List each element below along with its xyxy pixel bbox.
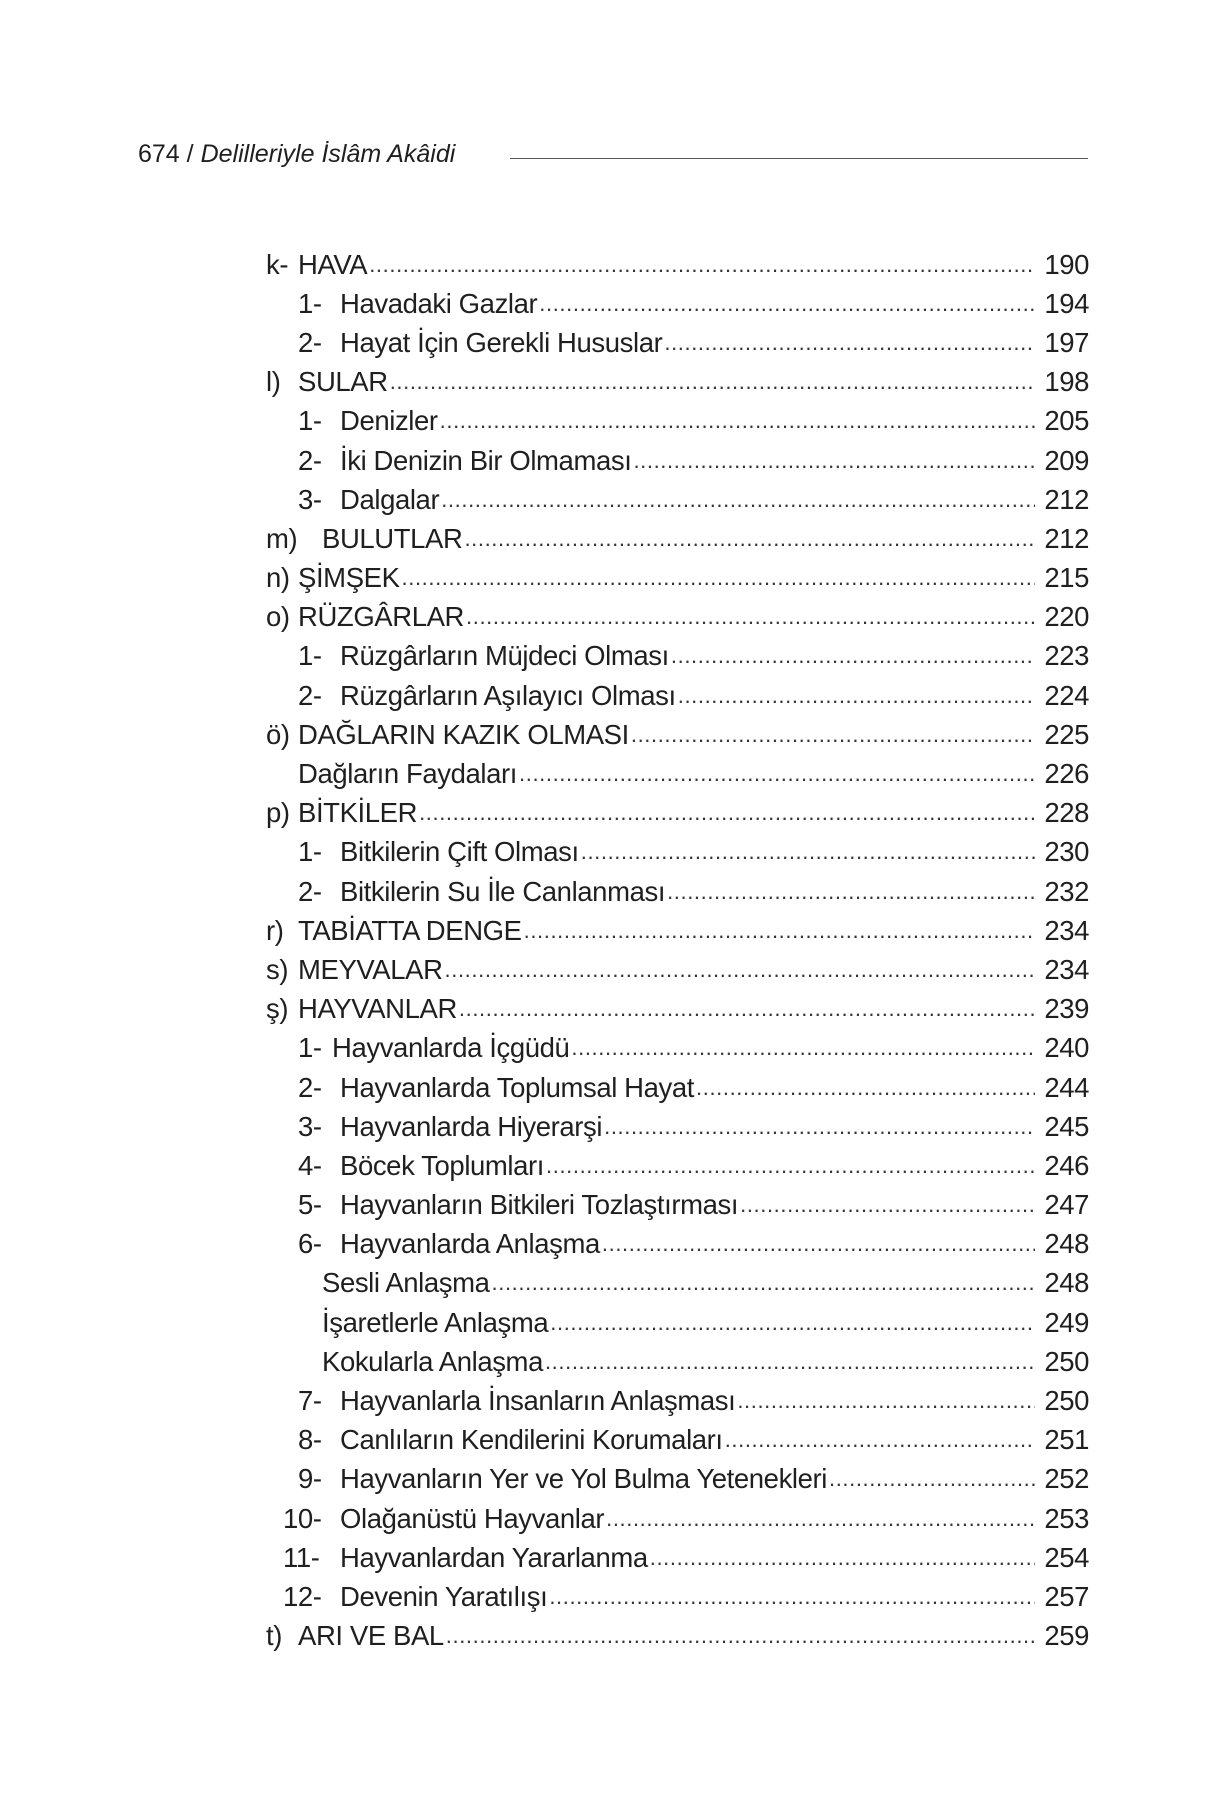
toc-leader-dots <box>544 1153 1035 1179</box>
toc-entry <box>266 323 1089 362</box>
toc-entry <box>266 637 1089 676</box>
toc-leader-dots <box>439 487 1035 513</box>
toc-leader-dots <box>569 1035 1035 1061</box>
toc-entry-title: Kokularla Anlaşma <box>322 1345 543 1377</box>
toc-entry-marker: 2- <box>298 444 322 476</box>
toc-leader-dots <box>490 1270 1035 1296</box>
toc-entry-page: 215 <box>1044 562 1089 594</box>
toc-leader-dots <box>367 252 1035 278</box>
toc-entry-marker: 8- <box>298 1424 322 1456</box>
toc-entry <box>266 1499 1089 1538</box>
toc-entry <box>266 245 1089 284</box>
toc-entry-page: 250 <box>1044 1385 1089 1417</box>
toc-entry-page: 240 <box>1044 1032 1089 1064</box>
toc-entry-marker: n) <box>266 562 290 594</box>
toc-leader-dots <box>604 1506 1035 1532</box>
toc-leader-dots <box>735 1388 1035 1414</box>
toc-leader-dots <box>517 761 1035 787</box>
toc-entry <box>266 1146 1089 1185</box>
header-book-title: Delilleriyle İslâm Akâidi <box>200 140 456 168</box>
toc-entry-page: 249 <box>1044 1306 1089 1338</box>
header-rule <box>510 158 1088 159</box>
toc-entry <box>266 480 1089 519</box>
toc-entry-marker: t) <box>266 1620 282 1652</box>
running-header <box>138 134 1088 174</box>
toc-entry <box>266 715 1089 754</box>
toc-entry <box>266 1068 1089 1107</box>
toc-entry-page: 226 <box>1044 758 1089 790</box>
toc-entry-marker: ö) <box>266 718 290 750</box>
toc-leader-dots <box>547 1584 1035 1610</box>
toc-entry <box>266 1029 1089 1068</box>
toc-entry-page: 197 <box>1044 326 1089 358</box>
toc-entry-title: Devenin Yaratılışı <box>340 1580 548 1612</box>
toc-entry-title: RÜZGÂRLAR <box>298 601 465 633</box>
toc-entry-page: 244 <box>1044 1071 1089 1103</box>
toc-entry-marker: 11- <box>283 1541 320 1573</box>
toc-leader-dots <box>676 683 1035 709</box>
toc-entry <box>266 911 1089 950</box>
toc-entry-title: Hayvanlardan Yararlanma <box>340 1541 648 1573</box>
toc-entry <box>266 754 1089 793</box>
toc-leader-dots <box>444 1623 1035 1649</box>
toc-entry <box>266 1186 1089 1225</box>
toc-entry <box>266 284 1089 323</box>
toc-leader-dots <box>669 643 1035 669</box>
toc-entry <box>266 1107 1089 1146</box>
toc-entry-page: 223 <box>1044 640 1089 672</box>
toc-entry-marker: o) <box>266 601 290 633</box>
toc-leader-dots <box>665 879 1035 905</box>
toc-entry-title: TABİATTA DENGE <box>298 914 522 946</box>
toc-entry-marker: 10- <box>283 1502 322 1534</box>
toc-entry-marker: l) <box>266 366 281 398</box>
toc-entry-title: Dağların Faydaları <box>298 758 518 790</box>
toc-leader-dots <box>417 800 1035 826</box>
toc-entry <box>266 833 1089 872</box>
toc-leader-dots <box>738 1192 1035 1218</box>
toc-entry-page: 209 <box>1044 444 1089 476</box>
toc-entry <box>266 441 1089 480</box>
toc-entry-page: 259 <box>1044 1620 1089 1652</box>
toc-entry-title: Hayvanlarda Hiyerarşi <box>340 1110 603 1142</box>
toc-entry-page: 245 <box>1044 1110 1089 1142</box>
toc-entry <box>266 794 1089 833</box>
toc-entry-title: Bitkilerin Su İle Canlanması <box>340 875 666 907</box>
toc-leader-dots <box>629 722 1035 748</box>
toc-leader-dots <box>579 839 1035 865</box>
toc-entry-marker: m) <box>266 522 298 554</box>
toc-entry <box>266 402 1089 441</box>
toc-entry-marker: 2- <box>298 679 322 711</box>
toc-entry-marker: s) <box>266 953 289 985</box>
toc-entry <box>266 1460 1089 1499</box>
toc-entry-title: Denizler <box>340 405 438 437</box>
toc-entry-page: 247 <box>1044 1189 1089 1221</box>
toc-entry-title: Havadaki Gazlar <box>340 287 538 319</box>
toc-leader-dots <box>537 291 1035 317</box>
toc-leader-dots <box>443 957 1035 983</box>
toc-entry-title: Hayvanların Yer ve Yol Bulma Yetenekleri <box>340 1463 827 1495</box>
toc-leader-dots <box>600 1231 1035 1257</box>
toc-entry <box>266 598 1089 637</box>
table-of-contents <box>266 245 1089 1656</box>
toc-entry <box>266 1577 1089 1616</box>
toc-entry-title: Hayvanlarda Anlaşma <box>340 1228 600 1260</box>
toc-entry-title: ŞİMŞEK <box>298 562 400 594</box>
toc-entry-page: 254 <box>1044 1541 1089 1573</box>
toc-entry-title: HAVA <box>298 248 368 280</box>
toc-entry-page: 257 <box>1044 1580 1089 1612</box>
toc-entry-page: 234 <box>1044 914 1089 946</box>
toc-entry-marker: ş) <box>266 993 289 1025</box>
toc-entry-page: 252 <box>1044 1463 1089 1495</box>
toc-entry-page: 198 <box>1044 366 1089 398</box>
toc-entry-page: 220 <box>1044 601 1089 633</box>
toc-leader-dots <box>827 1466 1035 1492</box>
toc-entry <box>266 1303 1089 1342</box>
toc-entry-page: 248 <box>1044 1267 1089 1299</box>
toc-entry-title: Böcek Toplumları <box>340 1149 545 1181</box>
toc-entry-page: 225 <box>1044 718 1089 750</box>
toc-entry-page: 232 <box>1044 875 1089 907</box>
toc-entry <box>266 1538 1089 1577</box>
toc-entry-title: Hayvanlarda Toplumsal Hayat <box>340 1071 695 1103</box>
toc-entry <box>266 990 1089 1029</box>
toc-entry-marker: 1- <box>298 1032 322 1064</box>
toc-entry-page: 250 <box>1044 1345 1089 1377</box>
toc-leader-dots <box>522 918 1035 944</box>
toc-entry-title: Rüzgârların Aşılayıcı Olması <box>340 679 676 711</box>
toc-entry-page: 228 <box>1044 797 1089 829</box>
toc-entry-marker: 3- <box>298 1110 322 1142</box>
toc-leader-dots <box>602 1114 1035 1140</box>
toc-entry-page: 234 <box>1044 953 1089 985</box>
toc-entry-marker: 4- <box>298 1149 322 1181</box>
toc-entry <box>266 559 1089 598</box>
toc-entry-marker: 1- <box>298 640 322 672</box>
toc-entry-title: Sesli Anlaşma <box>322 1267 490 1299</box>
toc-entry-marker: 9- <box>298 1463 322 1495</box>
toc-entry-marker: 5- <box>298 1189 322 1221</box>
toc-entry-marker: p) <box>266 797 290 829</box>
toc-entry-title: İki Denizin Bir Olmaması <box>340 444 632 476</box>
toc-entry-marker: 12- <box>283 1580 322 1612</box>
toc-entry-marker: 2- <box>298 875 322 907</box>
header-page-number: 674 <box>138 140 180 168</box>
toc-entry-page: 212 <box>1044 483 1089 515</box>
toc-entry-title: Bitkilerin Çift Olması <box>340 836 579 868</box>
toc-leader-dots <box>723 1427 1035 1453</box>
toc-entry-title: Dalgalar <box>340 483 440 515</box>
toc-entry-title: Hayvanlarda İçgüdü <box>332 1032 570 1064</box>
toc-leader-dots <box>457 996 1035 1022</box>
toc-entry-title: Rüzgârların Müjdeci Olması <box>340 640 669 672</box>
toc-entry-title: BİTKİLER <box>298 797 418 829</box>
toc-entry-page: 246 <box>1044 1149 1089 1181</box>
toc-entry-marker: 2- <box>298 1071 322 1103</box>
toc-entry-page: 194 <box>1044 287 1089 319</box>
toc-entry-page: 205 <box>1044 405 1089 437</box>
toc-leader-dots <box>648 1545 1035 1571</box>
toc-entry-marker: 2- <box>298 326 322 358</box>
toc-entry-title: MEYVALAR <box>298 953 443 985</box>
toc-leader-dots <box>462 526 1035 552</box>
toc-entry-title: Hayat İçin Gerekli Hususlar <box>340 326 663 358</box>
toc-entry-title: İşaretlerle Anlaşma <box>322 1306 549 1338</box>
toc-entry <box>266 1225 1089 1264</box>
toc-entry-page: 248 <box>1044 1228 1089 1260</box>
toc-leader-dots <box>548 1310 1035 1336</box>
toc-leader-dots <box>631 448 1035 474</box>
toc-entry-marker: 3- <box>298 483 322 515</box>
toc-entry-title: HAYVANLAR <box>298 993 457 1025</box>
toc-entry-title: Olağanüstü Hayvanlar <box>340 1502 605 1534</box>
toc-leader-dots <box>388 369 1035 395</box>
toc-leader-dots <box>400 565 1035 591</box>
toc-entry <box>266 950 1089 989</box>
toc-entry-page: 239 <box>1044 993 1089 1025</box>
toc-entry-page: 224 <box>1044 679 1089 711</box>
toc-leader-dots <box>543 1349 1035 1375</box>
header-text <box>138 140 455 169</box>
toc-entry <box>266 1617 1089 1656</box>
toc-entry-page: 212 <box>1044 522 1089 554</box>
toc-leader-dots <box>438 408 1035 434</box>
toc-entry <box>266 363 1089 402</box>
toc-entry-marker: 7- <box>298 1385 322 1417</box>
toc-entry-marker: 1- <box>298 405 322 437</box>
header-separator: / <box>186 140 194 168</box>
toc-entry-title: Hayvanların Bitkileri Tozlaştırması <box>340 1189 739 1221</box>
toc-entry-marker: 1- <box>298 287 322 319</box>
toc-entry-marker: r) <box>266 914 284 946</box>
toc-entry <box>266 676 1089 715</box>
toc-entry-page: 253 <box>1044 1502 1089 1534</box>
toc-leader-dots <box>662 330 1035 356</box>
toc-entry <box>266 1421 1089 1460</box>
toc-entry-title: Canlıların Kendilerini Korumaları <box>340 1424 723 1456</box>
toc-entry <box>266 519 1089 558</box>
toc-entry-title: ARI VE BAL <box>298 1620 444 1652</box>
toc-entry-page: 251 <box>1044 1424 1089 1456</box>
toc-entry-page: 230 <box>1044 836 1089 868</box>
toc-leader-dots <box>464 604 1035 630</box>
toc-entry-title: BULUTLAR <box>322 522 463 554</box>
toc-entry-page: 190 <box>1044 248 1089 280</box>
toc-entry-marker: 1- <box>298 836 322 868</box>
toc-entry-title: Hayvanlarla İnsanların Anlaşması <box>340 1385 736 1417</box>
toc-entry-marker: 6- <box>298 1228 322 1260</box>
toc-leader-dots <box>694 1075 1035 1101</box>
toc-entry-marker: k- <box>266 248 289 280</box>
toc-entry <box>266 872 1089 911</box>
toc-entry <box>266 1264 1089 1303</box>
toc-entry-title: SULAR <box>298 366 388 398</box>
toc-entry <box>266 1381 1089 1420</box>
toc-entry <box>266 1342 1089 1381</box>
toc-entry-title: DAĞLARIN KAZIK OLMASI <box>298 718 629 750</box>
